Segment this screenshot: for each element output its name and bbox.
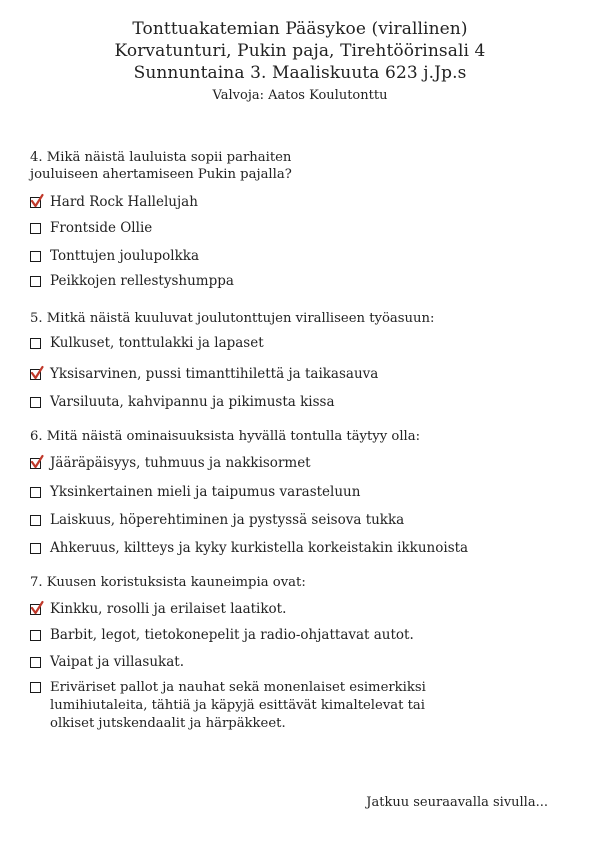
option-label: Tonttujen joulupolkka xyxy=(50,248,200,264)
option-label: Kulkuset, tonttulakki ja lapaset xyxy=(50,335,264,351)
question-4 xyxy=(30,149,570,299)
checkbox[interactable] xyxy=(30,197,41,208)
answer-option[interactable] xyxy=(30,335,264,352)
option-label: Peikkojen rellestyshumppa xyxy=(50,273,234,289)
option-label: Yksinkertainen mieli ja taipumus varasteluun xyxy=(50,484,361,500)
option-label: Hard Rock Hallelujah xyxy=(50,194,198,210)
checkbox[interactable] xyxy=(30,515,41,526)
option-label: Kinkku, rosolli ja erilaiset laatikot. xyxy=(50,601,287,617)
answer-option[interactable] xyxy=(30,194,198,211)
checkbox[interactable] xyxy=(30,251,41,262)
question-text: 5. Mitkä näistä kuuluvat joulutonttujen viralliseen työasuun: xyxy=(30,311,435,326)
exam-location: Korvatunturi, Pukin paja, Tirehtöörinsali 4 xyxy=(114,41,486,61)
exam-date: Sunnuntaina 3. Maaliskuuta 623 j.Jp.s xyxy=(133,63,467,83)
checkbox[interactable] xyxy=(30,657,41,668)
check-mark-icon xyxy=(30,194,44,208)
exam-supervisor: Valvoja: Aatos Koulutonttu xyxy=(212,88,388,103)
option-label: Laiskuus, höperehtiminen ja pystyssä seisova tukka xyxy=(50,512,405,528)
option-label: Vaipat ja villasukat. xyxy=(50,654,185,670)
answer-option[interactable] xyxy=(30,394,335,411)
continue-note: Jatkuu seuraavalla sivulla... xyxy=(366,795,548,810)
checkbox[interactable] xyxy=(30,630,41,641)
exam-title: Tonttuakatemian Pääsykoe (virallinen) xyxy=(132,19,468,39)
checkbox[interactable] xyxy=(30,338,41,349)
check-mark-icon xyxy=(30,366,44,380)
checkbox[interactable] xyxy=(30,458,41,469)
checkbox[interactable] xyxy=(30,604,41,615)
answer-option[interactable] xyxy=(30,273,234,290)
answer-option[interactable] xyxy=(30,484,360,501)
option-label: Eriväriset pallot ja nauhat sekä monenlaiset esimerkiksi lumihiutaleita, tähtiä ja käpyjä esittävät kimaltelevat tai olkiset jutskendaalit ja härpäkkeet. xyxy=(50,680,426,731)
answer-option[interactable] xyxy=(30,512,404,529)
option-label: Yksisarvinen, pussi timanttihilettä ja taikasauva xyxy=(50,366,379,382)
answer-option[interactable] xyxy=(30,220,152,237)
answer-option[interactable] xyxy=(30,455,311,472)
question-text: 6. Mitä näistä ominaisuuksista hyvällä tontulla täytyy olla: xyxy=(30,429,421,444)
question-6 xyxy=(30,428,570,568)
option-label: Varsiluuta, kahvipannu ja pikimusta kissa xyxy=(50,394,335,410)
question-text: 7. Kuusen koristuksista kauneimpia ovat: xyxy=(30,575,306,590)
question-text: 4. Mikä näistä lauluista sopii parhaiten jouluiseen ahertamiseen Pukin pajalla? xyxy=(30,150,292,182)
checkbox[interactable] xyxy=(30,543,41,554)
option-label: Jääräpäisyys, tuhmuus ja nakkisormet xyxy=(50,455,311,471)
checkbox[interactable] xyxy=(30,682,41,693)
answer-option[interactable] xyxy=(30,540,468,557)
answer-option[interactable] xyxy=(30,366,378,383)
checkbox[interactable] xyxy=(30,223,41,234)
checkbox[interactable] xyxy=(30,397,41,408)
answer-option[interactable] xyxy=(30,627,414,644)
option-label: Frontside Ollie xyxy=(50,220,153,236)
option-label: Barbit, legot, tietokonepelit ja radio-ohjattavat autot. xyxy=(50,627,414,643)
exam-header xyxy=(0,18,600,107)
check-mark-icon xyxy=(30,455,44,469)
answer-option[interactable] xyxy=(30,679,445,733)
checkbox[interactable] xyxy=(30,369,41,380)
answer-option[interactable] xyxy=(30,601,286,618)
checkbox[interactable] xyxy=(30,276,41,287)
option-label: Ahkeruus, kiltteys ja kyky kurkistella korkeistakin ikkunoista xyxy=(50,540,469,556)
question-7 xyxy=(30,574,570,744)
check-mark-icon xyxy=(30,601,44,615)
checkbox[interactable] xyxy=(30,487,41,498)
question-5 xyxy=(30,310,570,420)
answer-option[interactable] xyxy=(30,248,199,265)
answer-option[interactable] xyxy=(30,654,184,671)
